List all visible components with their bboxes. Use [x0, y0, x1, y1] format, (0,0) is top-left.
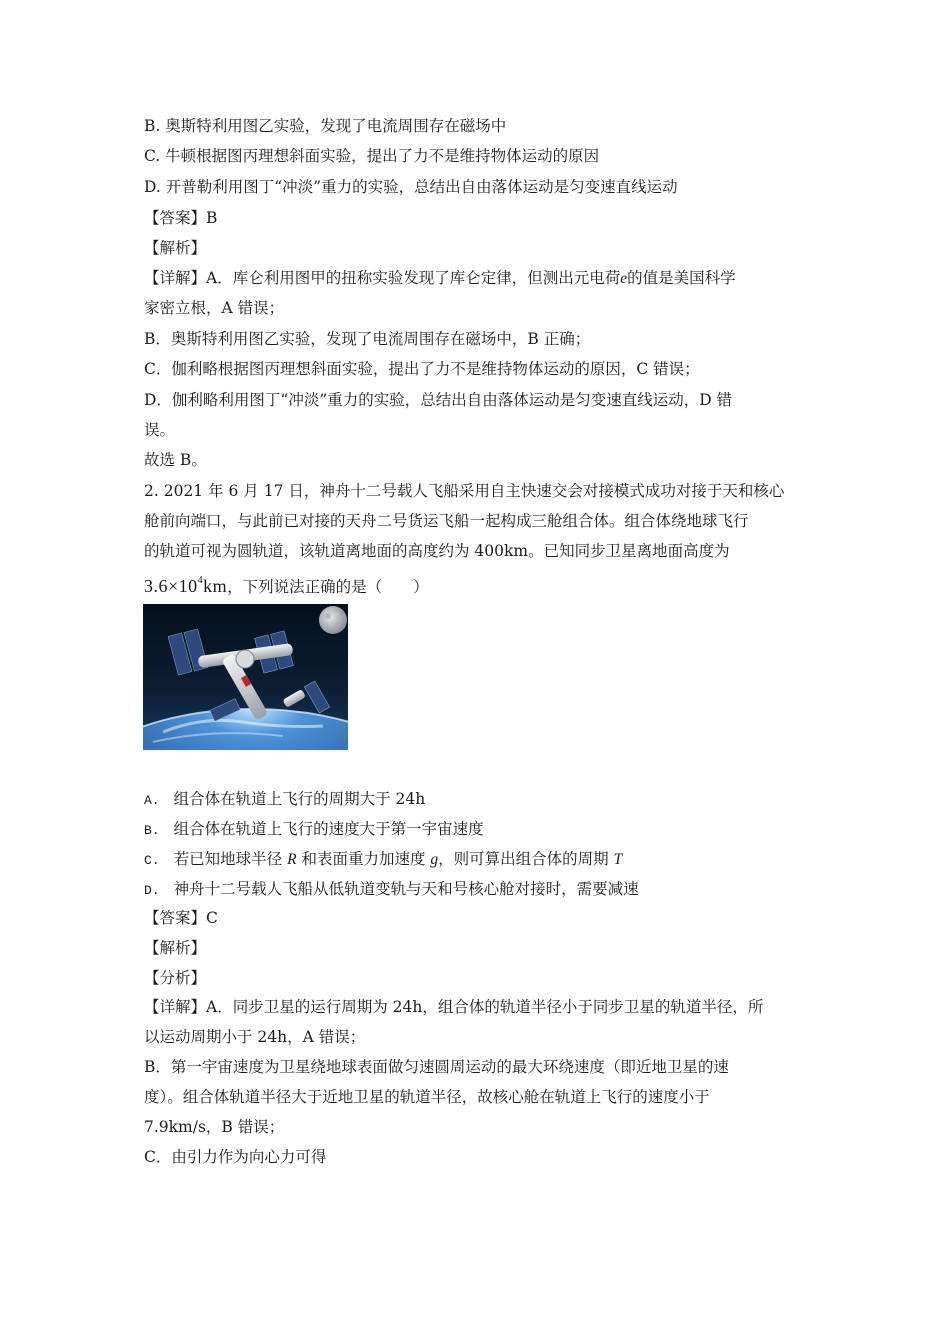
q2-stem-line3: 的轨道可视为圆轨道，该轨道离地面的高度约为 400km。已知同步卫星离地面高度为: [144, 542, 730, 560]
option-b-letter: B.: [144, 823, 160, 838]
q1-detail-a-line2: 家密立根，A 错误；: [144, 299, 285, 317]
var-g: g: [430, 851, 439, 868]
space-station-image: [143, 604, 348, 750]
q1-option-d: D. 开普勒利用图丁“冲淡”重力的实验，总结出自由落体运动是匀变速直线运动: [144, 178, 678, 196]
q2-stem-question: ，下列说法正确的是（ ）: [227, 578, 429, 596]
q2-detail-c-line1: C．由引力作为向心力可得: [144, 1148, 327, 1166]
q1-detail-d-line1: D．伽利略利用图丁“冲淡”重力的实验，总结出自由落体运动是匀变速直线运动，D 错: [144, 391, 733, 409]
height-formula: $3.6\times 10^4km$: [144, 575, 228, 596]
q1-detail-d-line2: 误。: [144, 421, 176, 439]
q1-conclusion: 故选 B。: [144, 451, 207, 469]
q1-detail-b: B．奥斯特利用图乙实验，发现了电流周围存在磁场中，B 正确；: [144, 330, 591, 348]
option-c-letter: C.: [144, 853, 160, 868]
option-d-letter: D.: [144, 883, 160, 898]
q2-option-a: [144, 789, 425, 811]
q1-detail-c: C．伽利略根据图丙理想斜面实验，提出了力不是维持物体运动的原因，C 错误；: [144, 360, 700, 378]
option-a-letter: A.: [144, 793, 160, 808]
q2-detail-b-line1: B．第一宇宙速度为卫星绕地球表面做匀速圆周运动的最大环绕速度（即近地卫星的速: [144, 1058, 729, 1076]
q2-fenxi-heading: 【分析】: [144, 969, 207, 987]
q1-option-b: B. 奥斯特利用图乙实验，发现了电流周围存在磁场中: [144, 117, 507, 135]
option-a-text: 组合体在轨道上飞行的周期大于 24h: [173, 790, 426, 808]
q1-analysis-heading: 【解析】: [144, 239, 207, 257]
q1-answer: 【答案】B: [144, 209, 218, 227]
q2-detail-a-line1: 【详解】A．同步卫星的运行周期为 24h，组合体的轨道半径小于同步卫星的轨道半径，所: [144, 998, 764, 1016]
var-e: e: [620, 270, 628, 287]
q2-detail-b-line2: 度）。组合体轨道半径大于近地卫星的轨道半径，故核心舱在轨道上飞行的速度小于: [144, 1088, 710, 1106]
q2-stem-line2: 舱前向端口，与此前已对接的天舟二号货运飞船一起构成三舱组合体。组合体绕地球飞行: [144, 512, 749, 530]
q2-option-b: [144, 819, 484, 841]
var-t: T: [613, 851, 623, 868]
option-d-text: 神舟十二号载人飞船从低轨道变轨与天和号核心舱对接时，需要减速: [173, 880, 639, 898]
var-r: R: [287, 851, 297, 868]
q2-option-d: [144, 879, 639, 901]
q2-answer: 【答案】C: [144, 909, 218, 927]
q2-analysis-heading: 【解析】: [144, 939, 207, 957]
q2-stem-line1: 2. 2021 年 6 月 17 日，神舟十二号载人飞船采用自主快速交会对接模式成功对接于天和核心: [144, 482, 785, 500]
q1-detail-a-line1: [144, 268, 736, 289]
q2-stem-line4: [144, 571, 429, 597]
q1-detail-a-text: 【详解】A．库仑利用图甲的扭称实验发现了库仑定律，但测出元电荷: [144, 269, 621, 287]
q2-option-c: [144, 849, 622, 871]
q1-option-c: C. 牛顿根据图丙理想斜面实验，提出了力不是维持物体运动的原因: [144, 147, 600, 165]
option-c-text-2: 和表面重力加速度: [301, 850, 426, 868]
q1-detail-a-text-end: 的值是美国科学: [627, 269, 736, 287]
q2-detail-a-line2: 以运动周期小于 24h，A 错误；: [144, 1028, 366, 1046]
option-c-text-3: ，则可算出组合体的周期: [438, 850, 609, 868]
option-b-text: 组合体在轨道上飞行的速度大于第一宇宙速度: [173, 820, 484, 838]
q2-detail-b-line3: 7.9km/s，B 错误；: [144, 1118, 285, 1136]
option-c-text-1: 若已知地球半径: [173, 850, 283, 868]
